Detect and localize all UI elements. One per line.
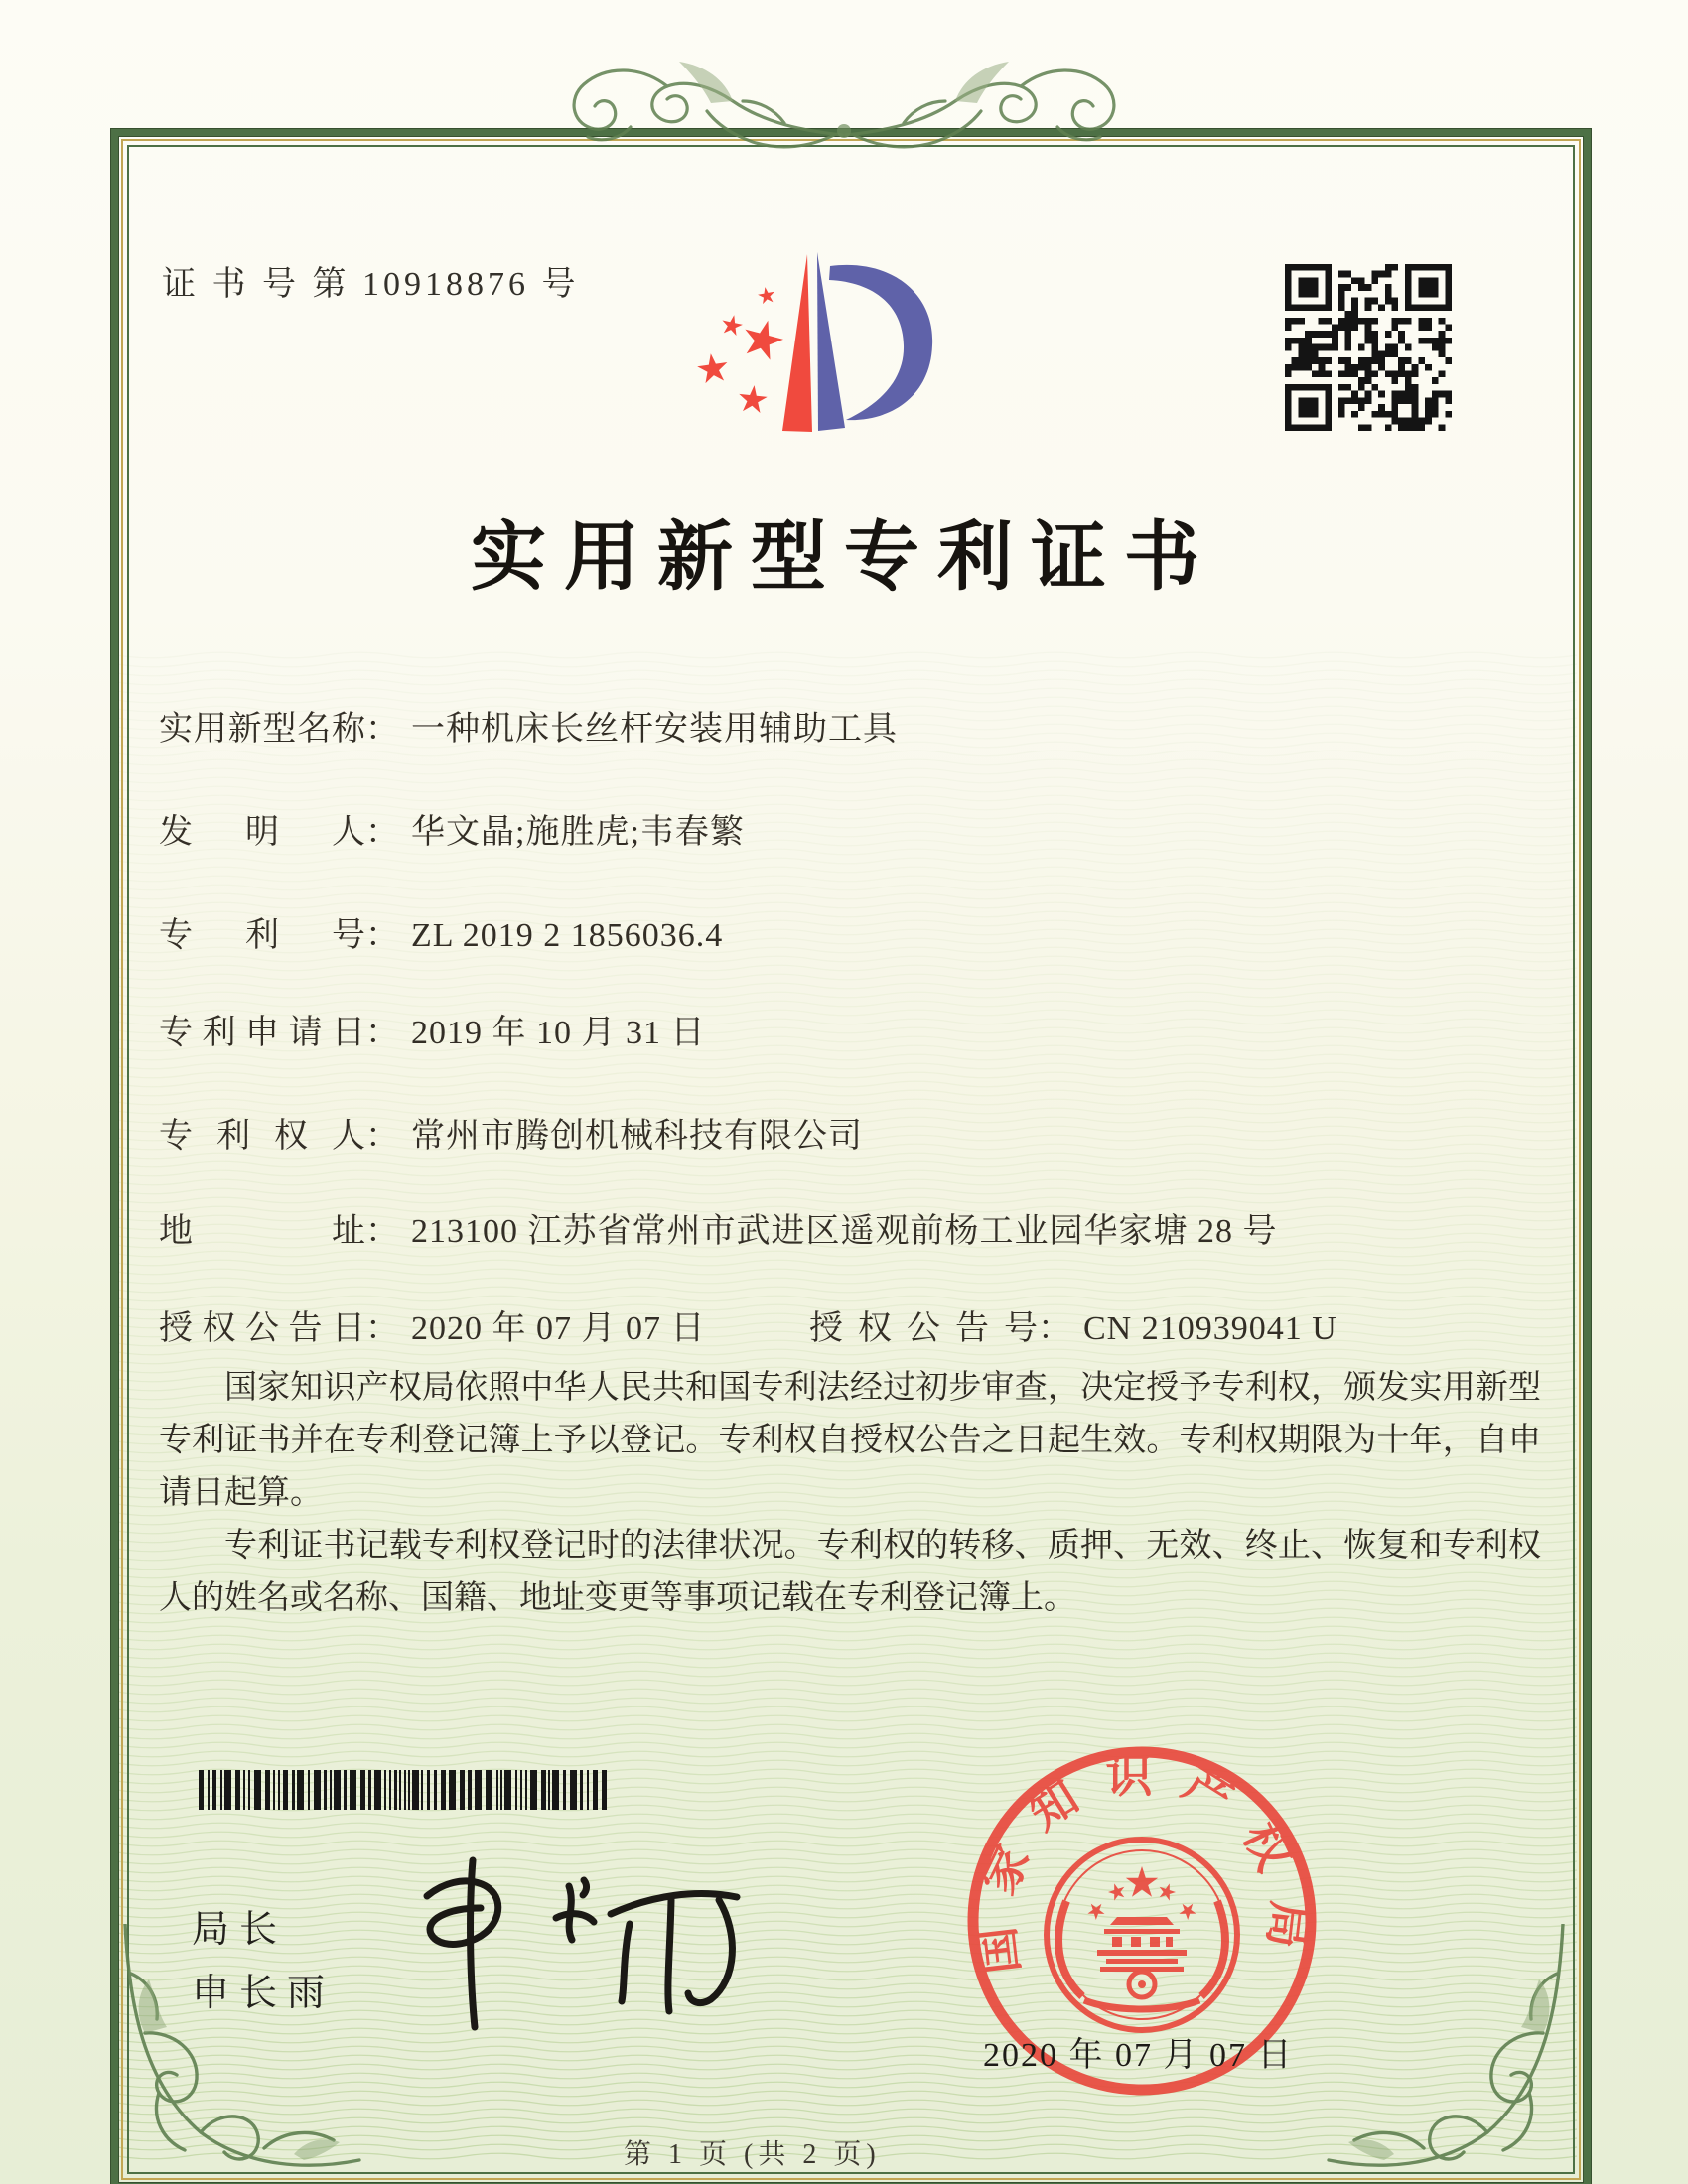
- official-title: 局长: [192, 1909, 288, 1951]
- cnipa-logo: [683, 236, 943, 447]
- seal-date: 2020 年 07 月 07 日: [983, 2037, 1294, 2074]
- qr-code: [1285, 264, 1452, 431]
- field-label: 授权公告号: [809, 1310, 1038, 1347]
- field-label: 授权公告日: [159, 1310, 365, 1347]
- field-row-grant-date: 授权公告日： 2020 年 07 月 07 日 授权公告号： CN 210939041 U: [159, 1300, 706, 1349]
- field-label: 专利号: [159, 917, 365, 954]
- bottom-right-corner-flourish: [1323, 1924, 1573, 2172]
- certificate-title: 实用新型专利证书: [471, 516, 1217, 600]
- field-value: 213100 江苏省常州市武进区遥观前杨工业园华家塘 28 号: [411, 1213, 1278, 1250]
- field-value: CN 210939041 U: [1083, 1310, 1337, 1347]
- inner-border-line: [127, 145, 1575, 2174]
- field-row-patentee: 专利权人： 常州市腾创机械科技有限公司: [159, 1108, 863, 1157]
- legal-paragraph-2: 专利证书记载专利权登记时的法律状况。专利权的转移、质押、无效、终止、恢复和专利权人的姓名或名称、国籍、地址变更等事项记载在专利登记簿上。: [159, 1528, 1541, 1616]
- field-value: 华文晶;施胜虎;韦春繁: [411, 814, 745, 851]
- seal-text: 国家知识产权局: [968, 1750, 1316, 1977]
- field-value: 2019 年 10 月 31 日: [411, 1015, 706, 1051]
- field-label: 专利权人: [159, 1118, 365, 1155]
- field-label: 实用新型名称: [159, 711, 365, 748]
- field-row-name: 实用新型名称： 一种机床长丝杆安装用辅助工具: [159, 701, 898, 750]
- field-row-patent-number: 专利号： ZL 2019 2 1856036.4: [159, 907, 723, 956]
- commissioner-signature: [369, 1839, 776, 2047]
- certificate-number: 证 书 号 第 10918876 号: [162, 266, 580, 303]
- official-block: [192, 1898, 335, 2025]
- official-name: 申长雨: [192, 1973, 336, 2014]
- legal-text: [159, 1362, 1541, 1625]
- seal-national-emblem: [1047, 1840, 1237, 2030]
- field-grant-number: 授权公告号： CN 210939041 U: [809, 1300, 1337, 1349]
- logo-blue-p-bowl: [829, 265, 932, 420]
- logo-stars: [697, 287, 783, 413]
- field-label: 地址: [159, 1213, 365, 1250]
- barcode: [199, 1770, 614, 1810]
- field-value: ZL 2019 2 1856036.4: [411, 917, 724, 954]
- field-row-address: 地址： 213100 江苏省常州市武进区遥观前杨工业园华家塘 28 号: [159, 1203, 1278, 1252]
- field-row-filing-date: 专利申请日： 2019 年 10 月 31 日: [159, 1005, 706, 1053]
- logo-red-spike: [782, 254, 812, 432]
- page-footer: 第 1 页 (共 2 页): [624, 2139, 881, 2170]
- field-value: 一种机床长丝杆安装用辅助工具: [411, 711, 898, 748]
- field-label: 专利申请日: [159, 1015, 365, 1051]
- field-value: 2020 年 07 月 07 日: [411, 1310, 706, 1347]
- legal-paragraph-1: 国家知识产权局依照中华人民共和国专利法经过初步审查，决定授予专利权，颁发实用新型专利证书并在专利登记簿上予以登记。专利权自授权公告之日起生效。专利权期限为十年，自申请日起算。: [159, 1370, 1541, 1511]
- field-label: 发明人: [159, 814, 365, 851]
- field-row-inventors: 发明人： 华文晶;施胜虎;韦春繁: [159, 804, 745, 853]
- field-value: 常州市腾创机械科技有限公司: [411, 1118, 863, 1155]
- top-center-flourish-ornament: [554, 40, 1134, 157]
